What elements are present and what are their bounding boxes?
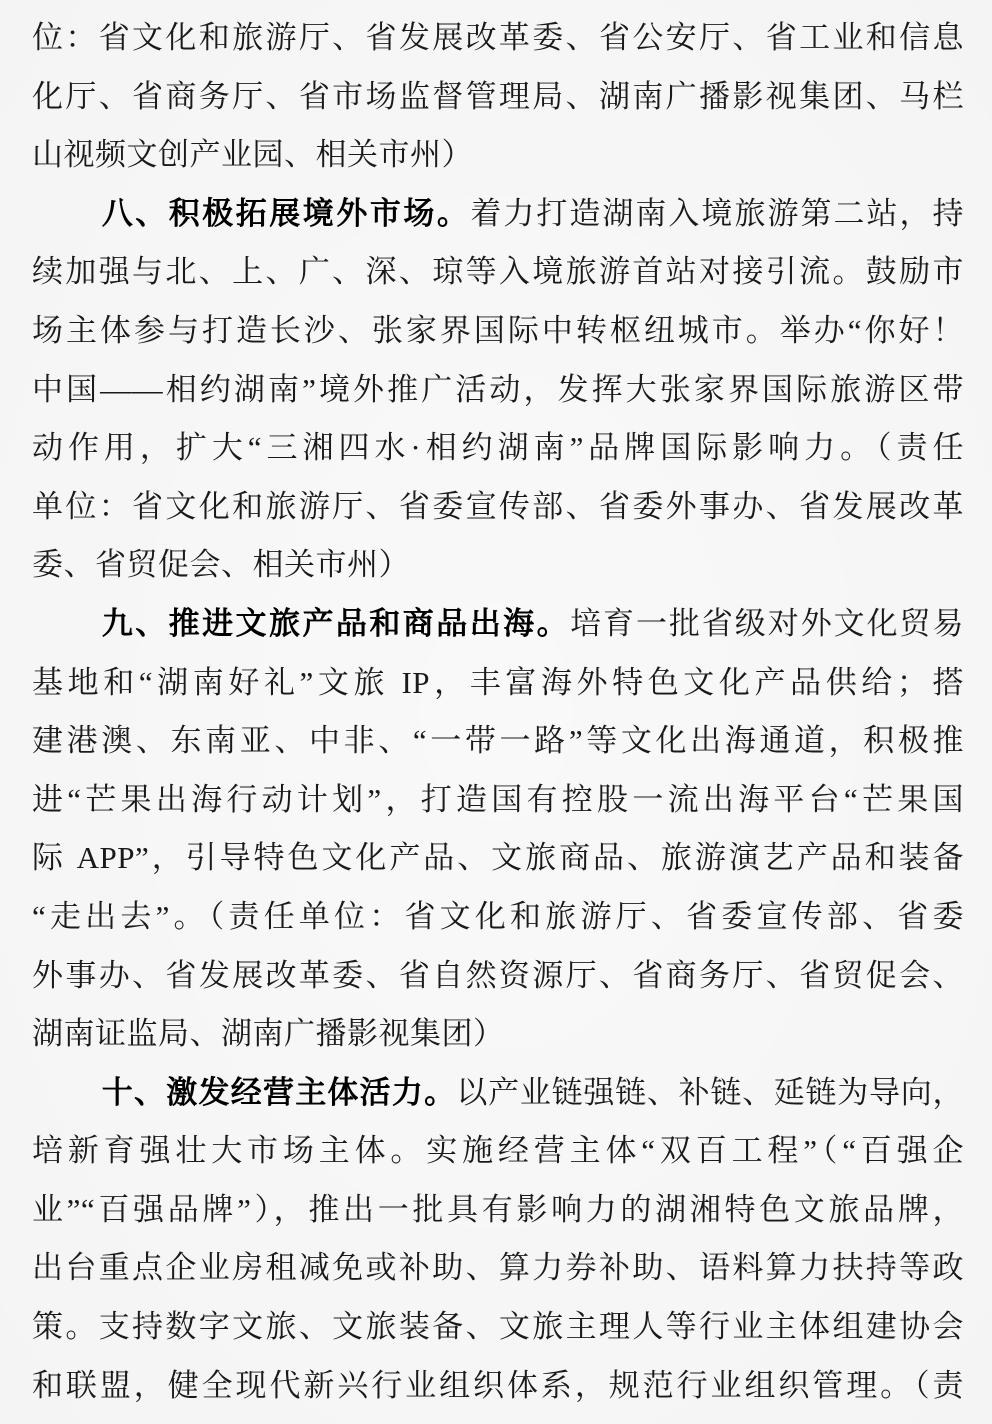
text-line: 策。支持数字文旅、文旅装备、文旅主理人等行业主体组建协会 [32, 1309, 964, 1345]
text-line: 际 APP”，引导特色文化产品、文旅商品、旅游演艺产品和装备 [32, 840, 964, 876]
text-line: 出台重点企业房租减免或补助、算力券补助、语料算力扶持等政 [32, 1250, 964, 1286]
text-line: 化厅、省商务厅、省市场监督管理局、湖南广播影视集团、马栏 [32, 78, 964, 114]
section-heading: 八、积极拓展境外市场。 [101, 195, 471, 231]
text-line: 动作用，扩大“三湘四水·相约湖南”品牌国际影响力。（责任 [32, 430, 964, 466]
text-line: 湖南证监局、湖南广播影视集团） [32, 1016, 505, 1052]
text-line: 续加强与北、上、广、深、琼等入境旅游首站对接引流。鼓励市 [32, 254, 964, 290]
text-line: 九、推进文旅产品和商品出海。培育一批省级对外文化贸易 [101, 605, 965, 641]
text-line: 委、省贸促会、相关市州） [32, 547, 410, 583]
document-body [32, 9, 964, 1415]
text-line: 中国——相约湖南”境外推广活动，发挥大张家界国际旅游区带 [32, 371, 964, 407]
text-line: 培新育强壮大市场主体。实施经营主体“双百工程”（“百强企 [32, 1133, 964, 1169]
section-heading: 十、激发经营主体活力。 [101, 1074, 457, 1110]
paragraph-section-8-expand-overseas-markets [32, 185, 964, 595]
section-heading: 九、推进文旅产品和商品出海。 [101, 605, 571, 641]
text-line: 位：省文化和旅游厅、省发展改革委、省公安厅、省工业和信息 [32, 20, 964, 55]
text-line: 基地和“湖南好礼”文旅 IP，丰富海外特色文化产品供给；搭 [32, 664, 964, 700]
text-line: “走出去”。（责任单位：省文化和旅游厅、省委宣传部、省委 [32, 898, 964, 934]
text-line: 八、积极拓展境外市场。着力打造湖南入境旅游第二站，持 [101, 195, 964, 231]
text-line: 单位：省文化和旅游厅、省委宣传部、省委外事办、省发展改革 [32, 488, 964, 524]
text-line: 外事办、省发展改革委、省自然资源厅、省商务厅、省贸促会、 [32, 957, 964, 993]
text-line: 场主体参与打造长沙、张家界国际中转枢纽城市。举办“你好！ [32, 312, 964, 348]
text-line: 建港澳、东南亚、中非、“一带一路”等文化出海通道，积极推 [32, 723, 964, 759]
text-line: 进“芒果出海行动计划”，打造国有控股一流出海平台“芒果国 [32, 781, 964, 817]
text-line: 业”“百强品牌”），推出一批具有影响力的湖湘特色文旅品牌， [32, 1191, 964, 1227]
text-line: 和联盟，健全现代新兴行业组织体系，规范行业组织管理。（责 [32, 1367, 964, 1403]
text-line: 山视频文创产业园、相关市州） [32, 137, 473, 173]
paragraph-responsibility-units-continued [32, 9, 964, 185]
paragraph-section-9-cultural-products-go-global [32, 595, 964, 1064]
text-line: 十、激发经营主体活力。以产业链强链、补链、延链为导向， [101, 1074, 965, 1110]
paragraph-section-10-stimulate-business-entities [32, 1064, 964, 1416]
